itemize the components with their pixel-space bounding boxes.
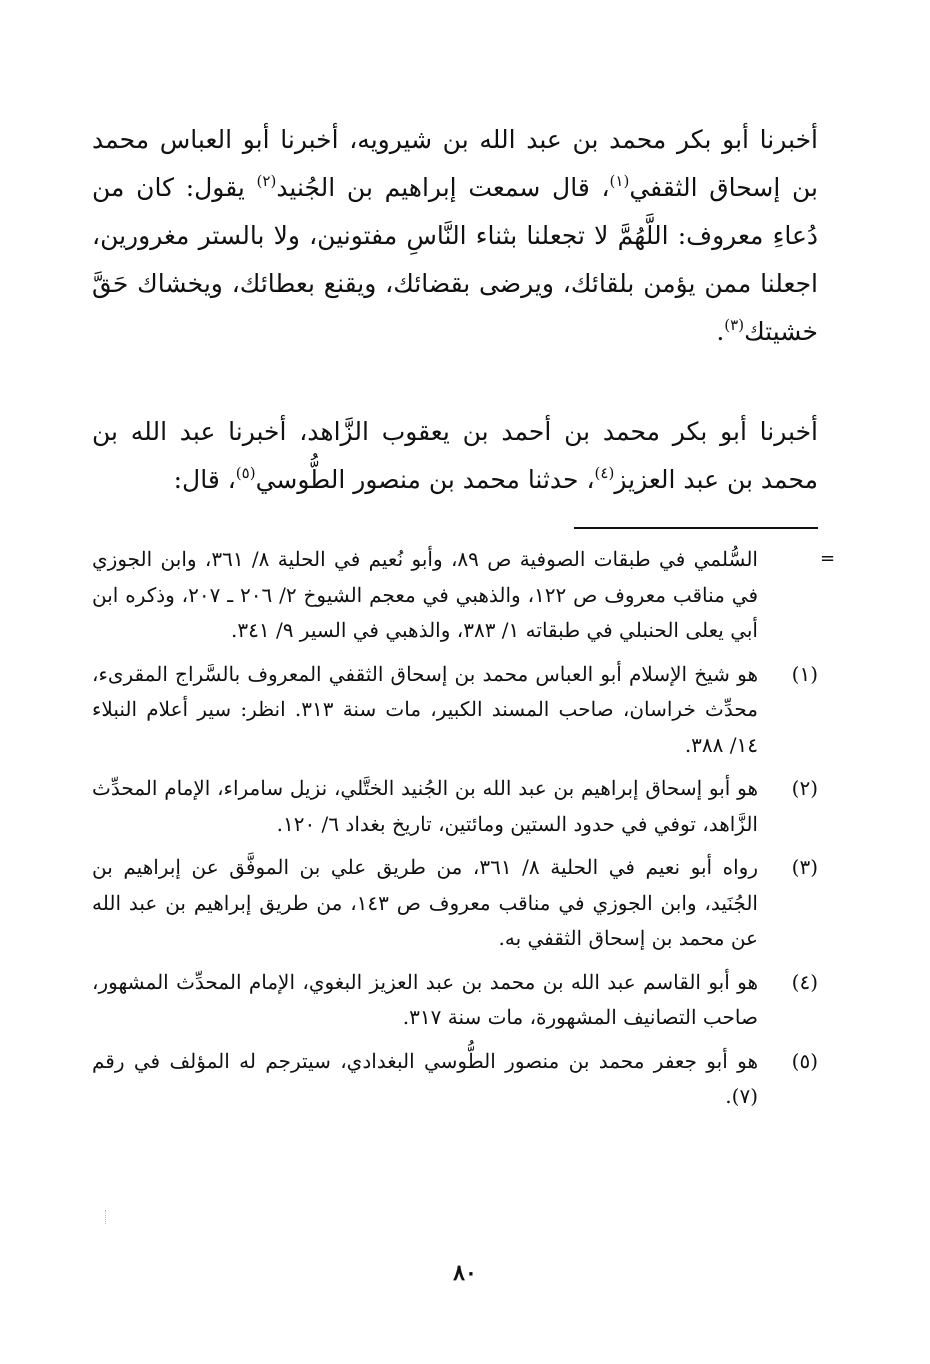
paragraph-text: ، حدثنا محمد بن منصور الطُّوسي	[255, 465, 595, 494]
main-paragraph-1	[92, 116, 818, 356]
footnote-number: (٣)	[791, 855, 818, 879]
paragraph-text: .	[716, 317, 725, 346]
footnote-text: هو أبو إسحاق إبراهيم بن عبد الله بن الجُنيد الختَّلي، نزيل سامراء، الإمام المحدِّث الزَّاهد، توفي في حدود الستين ومائتين، تاريخ بغداد ٦/ ١٢٠.	[92, 776, 758, 836]
footnote-continuation-mark: =	[820, 548, 836, 569]
footnote-number: (٢)	[791, 776, 818, 800]
margin-mark	[105, 1210, 107, 1224]
paragraph-text: ، قال:	[173, 465, 236, 494]
footnote-number: (١)	[791, 661, 818, 686]
paragraph-text: يقول: كان من دُعاءِ معروف: اللَّهُمَّ لا تجعلنا بثناء النَّاسِ مفتونين، ولا بالستر مغرورين، اجعلنا ممن يؤمن بلقائك، ويرضى بقضائك، ويقنع بعطائك، ويخشاك حَقَّ خشيتك	[92, 173, 818, 346]
footnote-number: (٥)	[791, 1048, 818, 1073]
footnote-reference[interactable]: (٢)	[256, 172, 277, 190]
footnote-5	[92, 1044, 818, 1115]
main-paragraph-2	[92, 408, 818, 504]
footnotes-section	[92, 542, 818, 1123]
footnote-3	[92, 850, 818, 957]
footnote-reference[interactable]: (١)	[609, 172, 630, 190]
footnote-4	[92, 965, 818, 1036]
footnote-text: هو أبو جعفر محمد بن منصور الطُّوسي البغدادي، سيترجم له المؤلف في رقم (٧).	[92, 1048, 758, 1108]
footnote-text: هو أبو القاسم عبد الله بن محمد بن عبد العزيز البغوي، الإمام المحدِّث المشهور، صاحب التصانيف المشهورة، مات سنة ٣١٧.	[92, 969, 758, 1029]
footnote-number: (٤)	[791, 969, 818, 994]
footnote-continuation: السُّلمي في طبقات الصوفية ص ٨٩، وأبو نُعيم في الحلية ٨/ ٣٦١، وابن الجوزي في مناقب معروف ص ١٢٢، والذهبي في معجم الشيوخ ٢/ ٢٠٦ ـ ٢٠٧، وذكره ابن أبي يعلى الحنبلي في طبقاته ١/ ٣٨٣، والذهبي في السير ٩/ ٣٤١.	[92, 547, 758, 642]
page-number: ٨٠	[453, 1260, 477, 1286]
footnote-separator-rule	[574, 527, 818, 529]
footnote-1	[92, 657, 818, 764]
footnote-reference[interactable]: (٣)	[724, 316, 745, 334]
footnote-text: رواه أبو نعيم في الحلية ٨/ ٣٦١، من طريق علي بن الموفَّق عن إبراهيم بن الجُنَيد، وابن الجوزي في مناقب معروف ص ١٤٣، من طريق إبراهيم بن عبد الله عن محمد بن إسحاق الثقفي به.	[92, 855, 758, 950]
footnote-2	[92, 771, 818, 842]
footnote-reference[interactable]: (٥)	[235, 464, 256, 482]
paragraph-text: ، قال سمعت إبراهيم بن الجُنيد	[276, 173, 610, 202]
footnote-text: هو شيخ الإسلام أبو العباس محمد بن إسحاق الثقفي المعروف بالسَّراج المقرىء، محدِّث خراسان، صاحب المسند الكبير، مات سنة ٣١٣. انظر: سير أعلام النبلاء ١٤/ ٣٨٨.	[92, 661, 758, 757]
footnote-reference[interactable]: (٤)	[594, 464, 615, 482]
paragraph-text: أخبرنا أبو بكر محمد بن عبد الله بن شيرويه، أخبرنا أبو العباس محمد بن إسحاق الثقفي	[92, 125, 819, 202]
paragraph-text: أخبرنا أبو بكر محمد بن أحمد بن يعقوب الزَّاهد، أخبرنا عبد الله بن محمد بن عبد العزيز	[92, 417, 818, 494]
